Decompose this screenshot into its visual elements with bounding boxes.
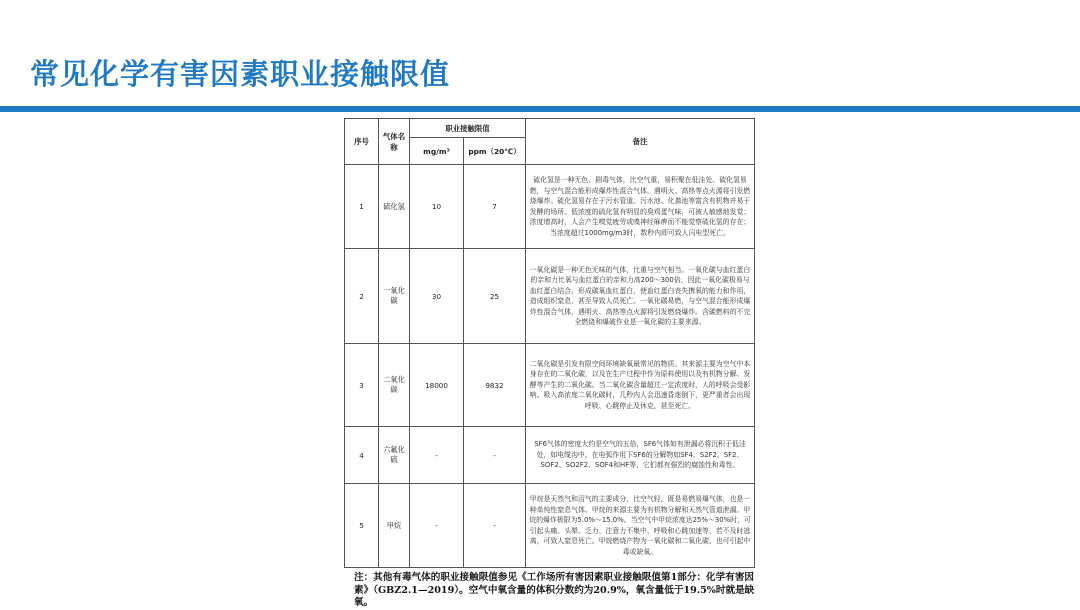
row-gas-name: 甲烷 (379, 484, 410, 568)
row-gas-name: 六氟化硫 (379, 427, 410, 484)
row-mg-value: 30 (410, 249, 464, 344)
row-ppm-value: 7 (464, 165, 526, 249)
row-ppm-value: - (464, 427, 526, 484)
row-remark: 硫化氢是一种无色、剧毒气体，比空气重，易积聚在低洼处。硫化氢易燃，与空气混合能形成爆炸性混合气体，遇明火、高热等点火源将引发燃烧爆炸。硫化氢易存在于污水管道、污水池、化粪池等富含有机物并易于发酵的场所。低浓度的硫化氢有明显的臭鸡蛋气味，可被人敏感地发觉；浓度增高时，人会产生嗅觉疲劳或嗅神经麻痹而不能觉察硫化氢的存在；当浓度超过1000mg/m3时，数秒内即可致人闪电型死亡。 (526, 165, 755, 249)
limits-table-container (344, 118, 755, 568)
row-mg-value: - (410, 427, 464, 484)
row-gas-name: 硫化氢 (379, 165, 410, 249)
row-index: 4 (345, 427, 379, 484)
header-gas-name: 气体名称 (379, 119, 410, 165)
row-index: 1 (345, 165, 379, 249)
table-row (345, 165, 755, 249)
title-underline (0, 106, 1080, 112)
row-mg-value: 10 (410, 165, 464, 249)
table-row (345, 344, 755, 427)
row-ppm-value: - (464, 484, 526, 568)
header-limit-group: 职业接触限值 (410, 119, 526, 138)
row-gas-name: 一氧化碳 (379, 249, 410, 344)
row-remark: 甲烷是天然气和沼气的主要成分，比空气轻，既是易燃易爆气体，也是一种单纯性窒息气体。甲烷的来源主要为有机物分解和天然气管道泄漏。甲烷的爆炸极限为5.0%～15.0%。当空气中甲烷浓度达25%～30%时，可引起头痛、头晕、乏力、注意力不集中、呼吸和心跳加速等，若不及时逃离，可致人窒息死亡。甲烷燃烧产物为一氧化碳和二氧化碳，也可引起中毒或缺氧。 (526, 484, 755, 568)
header-remark: 备注 (526, 119, 755, 165)
row-mg-value: - (410, 484, 464, 568)
row-ppm-value: 9832 (464, 344, 526, 427)
row-index: 2 (345, 249, 379, 344)
row-index: 5 (345, 484, 379, 568)
header-index: 序号 (345, 119, 379, 165)
page-title: 常见化学有害因素职业接触限值 (30, 57, 451, 91)
footnote: 注：其他有毒气体的职业接触限值参见《工作场所有害因素职业接触限值第1部分：化学有害因素》（GBZ2.1—2019）。空气中氧含量的体积分数约为20.9%，氧含量低于19.5%时就是缺氧。 (354, 572, 755, 608)
table-row (345, 427, 755, 484)
row-mg-value: 18000 (410, 344, 464, 427)
row-remark: 二氧化碳是引发有限空间环境缺氧最常见的物质。其来源主要为空气中本身存在的二氧化碳，以及在生产过程中作为原料使用以及有机物分解、发酵等产生的二氧化碳。当二氧化碳含量超过一定浓度时，人的呼吸会受影响。吸入高浓度二氧化碳时，几秒内人会迅速昏迷倒下，更严重者会出现呼吸、心跳停止及休克，甚至死亡。 (526, 344, 755, 427)
header-ppm: ppm（20℃） (464, 138, 526, 165)
row-gas-name: 二氧化碳 (379, 344, 410, 427)
table-row (345, 249, 755, 344)
row-index: 3 (345, 344, 379, 427)
limits-table (344, 118, 755, 568)
row-remark: SF6气体的密度大约是空气的五倍，SF6气体如有泄漏必将沉积于低洼处，如电缆沟中。在电弧作用下SF6的分解物如SF4、S2F2、SF2、SOF2、SO2F2、SOF4和HF等，它们都有强烈的腐蚀性和毒性。 (526, 427, 755, 484)
header-mg: mg/m³ (410, 138, 464, 165)
row-remark: 一氧化碳是一种无色无味的气体，比重与空气相当。一氧化碳与血红蛋白的亲和力比氧与血红蛋白的亲和力高200～300倍，因此一氧化碳极易与血红蛋白结合，形成碳氧血红蛋白，使血红蛋白丧失携氧的能力和作用，造成组织窒息，甚至导致人员死亡。一氧化碳易燃，与空气混合能形成爆炸性混合气体，遇明火、高热等点火源将引发燃烧爆炸。含碳燃料的不完全燃烧和爆破作业是一氧化碳的主要来源。 (526, 249, 755, 344)
row-ppm-value: 25 (464, 249, 526, 344)
table-row (345, 484, 755, 568)
